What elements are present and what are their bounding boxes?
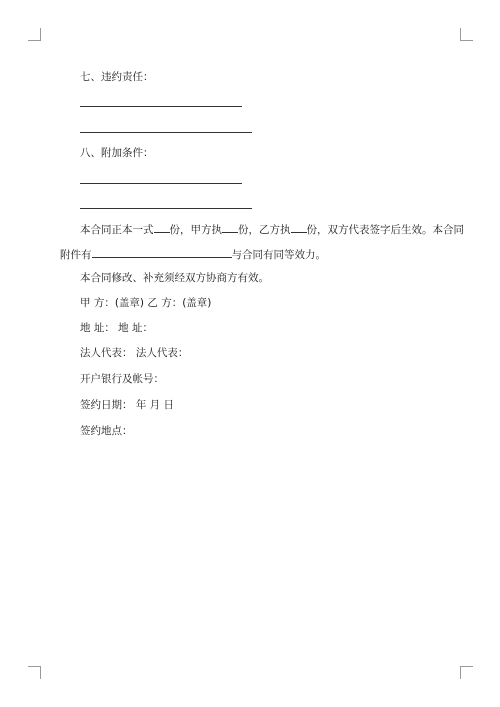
crop-mark-bottom-right (460, 666, 473, 679)
crop-mark-bottom-left (28, 666, 41, 679)
copies-clause-text-4: 份，双方代表签字后生效。本合同 (306, 224, 464, 236)
party-seal-line: 甲 方：(盖章) 乙 方：(盖章) (80, 297, 212, 309)
section-8-blank-line-1 (80, 183, 242, 184)
attachment-blank (92, 246, 232, 258)
address-line: 地 址： 地 址： (80, 322, 154, 334)
attachment-clause (60, 246, 326, 262)
section-7-heading: 七、违约责任： (80, 71, 154, 83)
signing-date-line: 签约日期： 年 月 日 (80, 399, 175, 411)
party-a-copies-blank (222, 221, 238, 233)
party-b-copies-blank (291, 221, 307, 233)
signing-place-line: 签约地点： (80, 425, 133, 437)
attachment-clause-text-1: 附件有 (60, 249, 92, 261)
legal-representative-line: 法人代表： 法人代表： (80, 347, 189, 359)
section-8-blank-line-2 (80, 208, 252, 209)
crop-mark-top-left (28, 28, 41, 41)
section-8-heading: 八、附加条件： (80, 147, 154, 159)
copies-clause-text-1: 本合同正本一式 (80, 224, 154, 236)
copies-clause-text-3: 份，乙方执 (238, 224, 291, 236)
section-7-blank-line-2 (80, 132, 252, 133)
attachment-clause-text-2: 与合同有同等效力。 (231, 249, 326, 261)
amendment-clause: 本合同修改、补充须经双方协商方有效。 (80, 272, 269, 284)
copies-clause (80, 221, 464, 237)
bank-account-line: 开户银行及帐号： (80, 373, 164, 385)
section-7-blank-line-1 (80, 106, 242, 107)
copies-total-blank (154, 221, 170, 233)
copies-clause-text-2: 份，甲方执 (169, 224, 222, 236)
crop-mark-top-right (460, 28, 473, 41)
